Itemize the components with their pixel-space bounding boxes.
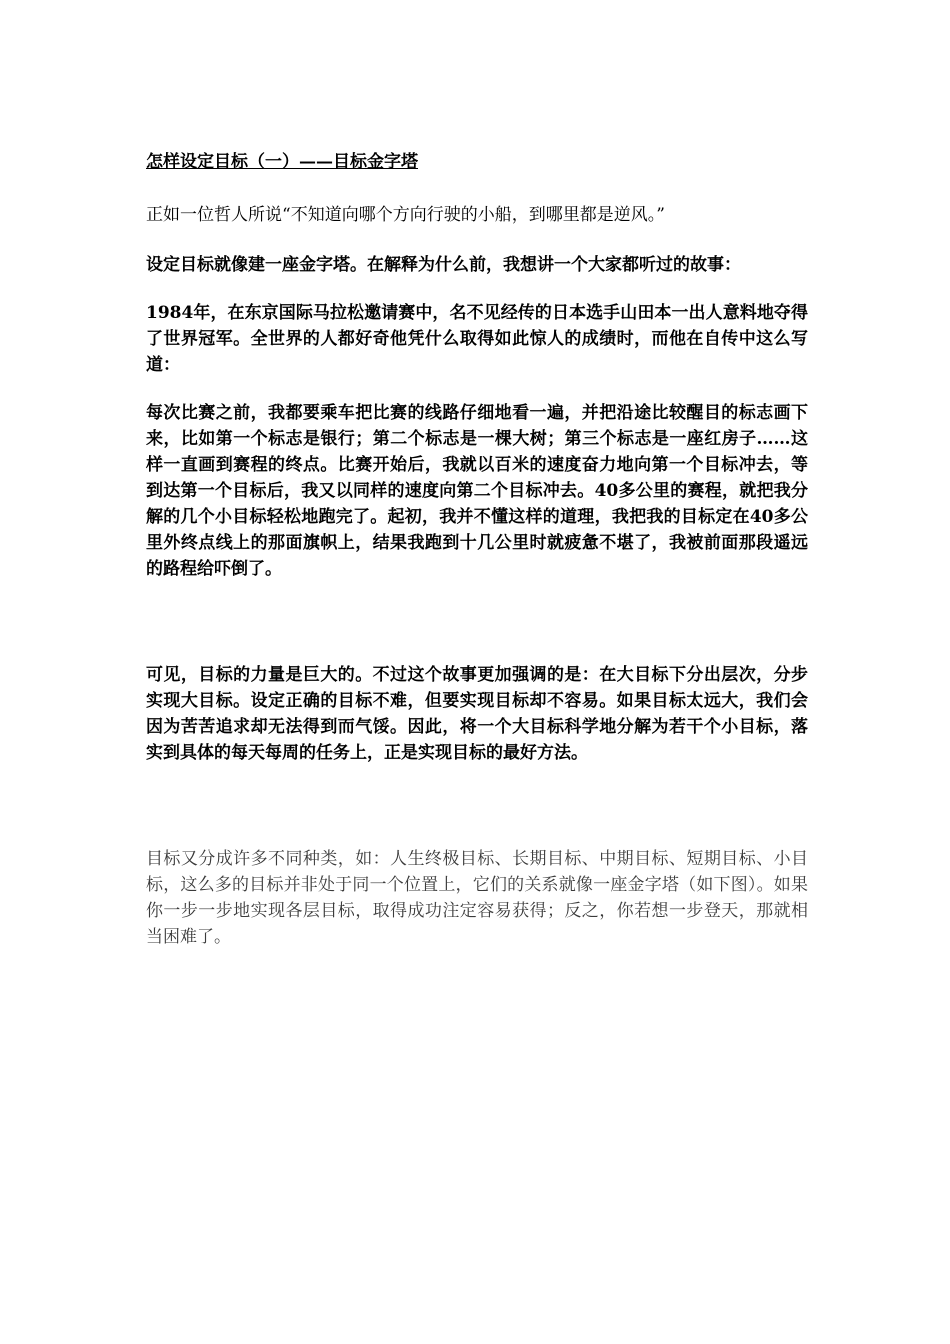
- paragraph-goal-types: 目标又分成许多不同种类，如：人生终极目标、长期目标、中期目标、短期目标、小目标，这么多的目标并非处于同一个位置上，它们的关系就像一座金字塔（如下图）。如果你一步一步地实现各层目标，取得成功注定容易获得；反之，你若想一步登天，那就相当困难了。: [146, 849, 808, 947]
- document-body: [146, 148, 808, 950]
- document-title: 怎样设定目标（一）——目标金字塔: [146, 152, 418, 172]
- paragraph-intro: 设定目标就像建一座金字塔。在解释为什么前，我想讲一个大家都听过的故事：: [146, 255, 741, 275]
- paragraph-story: 1984年，在东京国际马拉松邀请赛中，名不见经传的日本选手山田本一出人意料地夺得了世界冠军。全世界的人都好奇他凭什么取得如此惊人的成绩时，而他在自传中这么写道：: [146, 303, 808, 375]
- paragraph-autobiography: 每次比赛之前，我都要乘车把比赛的线路仔细地看一遍，并把沿途比较醒目的标志画下来，比如第一个标志是银行；第二个标志是一棵大树；第三个标志是一座红房子……这样一直画到赛程的终点。比赛开始后，我就以百米的速度奋力地向第一个目标冲去，等到达第一个目标后，我又以同样的速度向第二个目标冲去。40多公里的赛程，就把我分解的几个小目标轻松地跑完了。起初，我并不懂这样的道理，我把我的目标定在40多公里外终点线上的那面旗帜上，结果我跑到十几公里时就疲惫不堪了，我被前面那段遥远的路程给吓倒了。: [146, 403, 808, 579]
- paragraph-conclusion: 可见，目标的力量是巨大的。不过这个故事更加强调的是：在大目标下分出层次，分步实现大目标。设定正确的目标不难，但要实现目标却不容易。如果目标太远大，我们会因为苦苦追求却无法得到而气馁。因此，将一个大目标科学地分解为若干个小目标，落实到具体的每天每周的任务上，正是实现目标的最好方法。: [146, 665, 808, 763]
- paragraph-quote: 正如一位哲人所说“不知道向哪个方向行驶的小船，到哪里都是逆风。”: [146, 205, 665, 225]
